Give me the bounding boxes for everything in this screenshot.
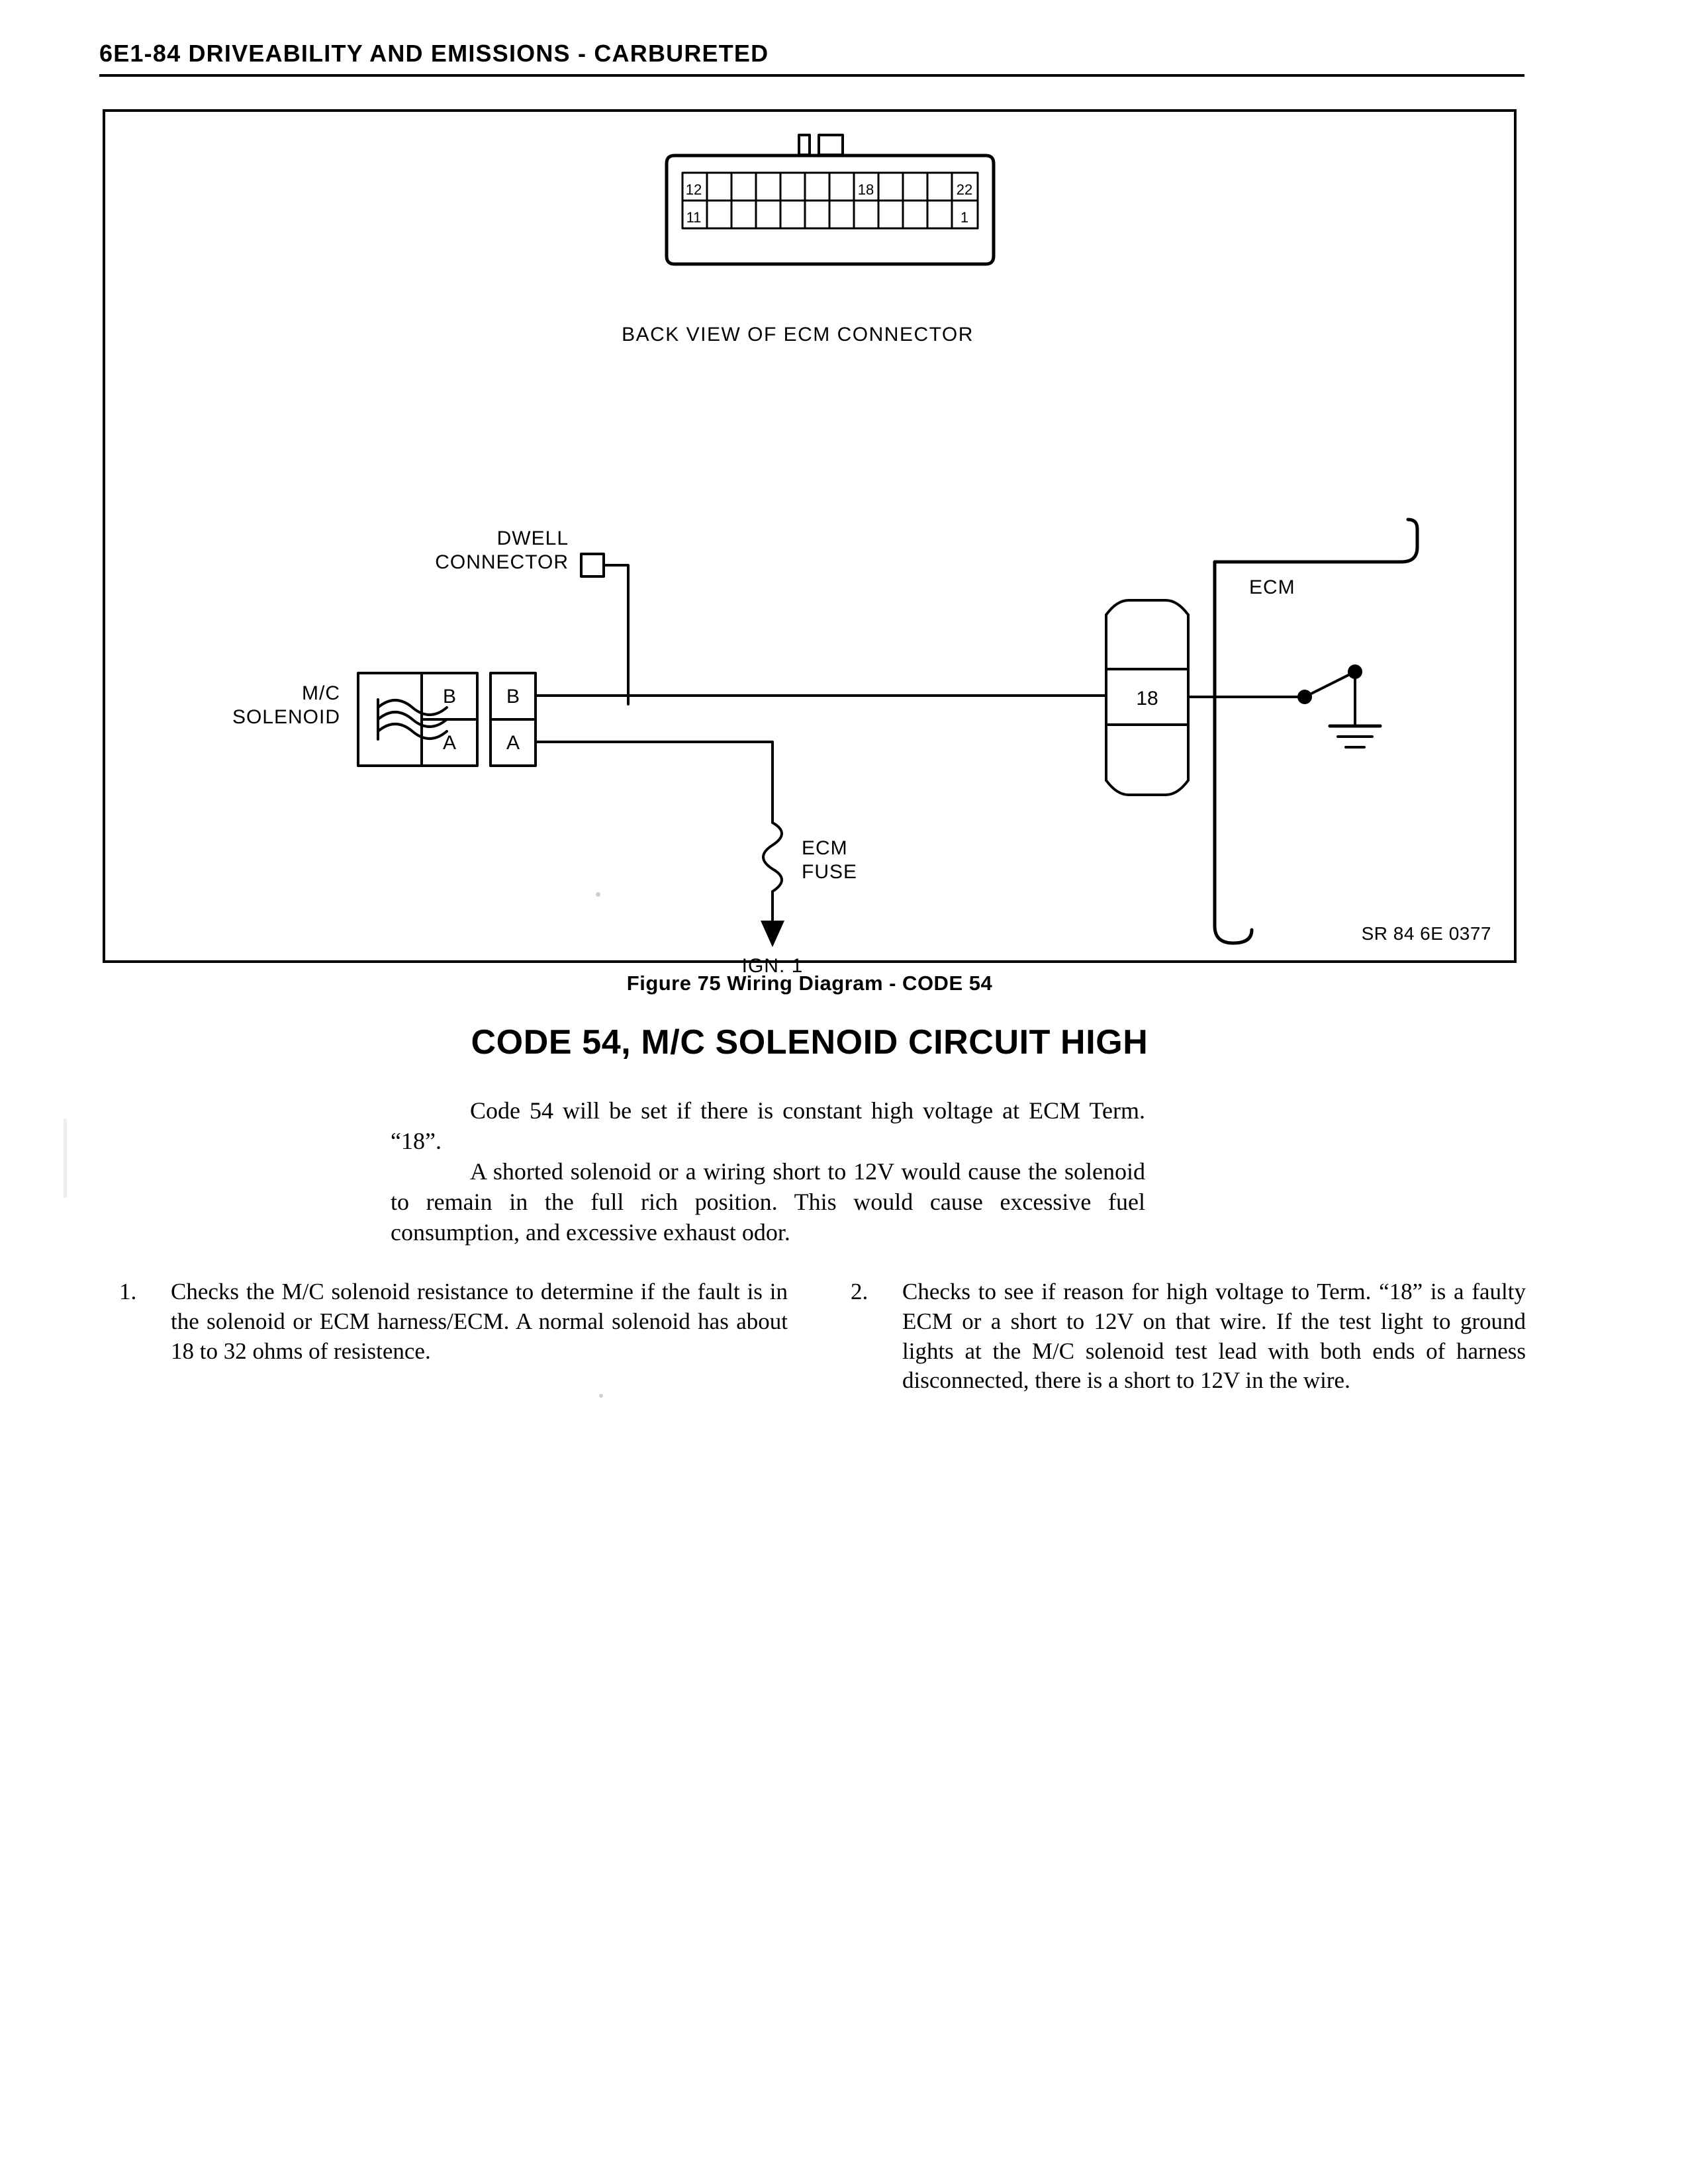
scan-speckle [64, 1118, 67, 1198]
step-number-1: 1. [119, 1279, 137, 1304]
dwell-connector-label-line2: CONNECTOR [435, 551, 569, 573]
connector-terminal-b: B [506, 686, 520, 707]
ecm-label: ECM [1249, 576, 1295, 598]
page-header [99, 40, 1523, 68]
step-item-1 [119, 1277, 788, 1366]
intro-paragraph-2: A shorted solenoid or a wiring short to 12V would cause the solenoid to remain in the full rich position. This would cause excessive fuel consumption, and excessive exhaust odor. [391, 1158, 1145, 1246]
wiring-diagram [105, 112, 1514, 977]
step-item-2 [851, 1277, 1526, 1396]
figure-caption: Figure 75 Wiring Diagram - CODE 54 [626, 972, 993, 995]
figure-container [103, 109, 1517, 977]
connector-terminal-a: A [506, 732, 520, 754]
solenoid-terminal-b: B [442, 686, 457, 707]
solenoid-terminal-a: A [442, 732, 457, 754]
scan-speckle [599, 1394, 603, 1398]
mc-solenoid-label-line1: M/C [302, 682, 340, 704]
step-number-2: 2. [851, 1279, 868, 1304]
pin-label-12: 12 [685, 181, 702, 198]
step-column-left [119, 1277, 788, 1366]
header-divider [99, 74, 1524, 77]
ecm-pin-18-label: 18 [1136, 688, 1158, 709]
step-text-2: Checks to see if reason for high voltage to Term. “18” is a faulty ECM or a short to 12V on that wire. If the test light to ground lights at the M/C solenoid test lead with both ends of harness disconnected, there is a short to 12V in the wire. [902, 1279, 1526, 1394]
intro-paragraph-1: Code 54 will be set if there is constant high voltage at ECM Term. “18”. [391, 1097, 1145, 1155]
pin-label-22: 22 [956, 181, 973, 198]
section-title: CODE 54, M/C SOLENOID CIRCUIT HIGH [471, 1023, 1149, 1062]
page-header-title: 6E1-84 DRIVEABILITY AND EMISSIONS - CARBURETED [99, 40, 769, 67]
pin-label-1: 1 [960, 209, 969, 226]
step-column-right [851, 1277, 1526, 1396]
scan-speckle [596, 892, 600, 897]
intro-paragraphs [391, 1095, 1145, 1248]
connector-caption: BACK VIEW OF ECM CONNECTOR [622, 324, 974, 345]
pin-label-11: 11 [686, 209, 702, 226]
pin-label-18: 18 [857, 181, 874, 198]
figure-drawing-code: SR 84 6E 0377 [1361, 923, 1491, 944]
mc-solenoid-label-line2: SOLENOID [232, 706, 340, 728]
ignition-label: IGN. 1 [741, 955, 804, 977]
ecm-fuse-label-line1: ECM [802, 837, 848, 859]
step-text-1: Checks the M/C solenoid resistance to determine if the fault is in the solenoid or ECM harness/ECM. A normal solenoid has about 18 to 32 ohms of resistence. [171, 1279, 788, 1364]
ecm-fuse-label-line2: FUSE [802, 861, 858, 883]
dwell-connector-label-line1: DWELL [496, 527, 569, 549]
